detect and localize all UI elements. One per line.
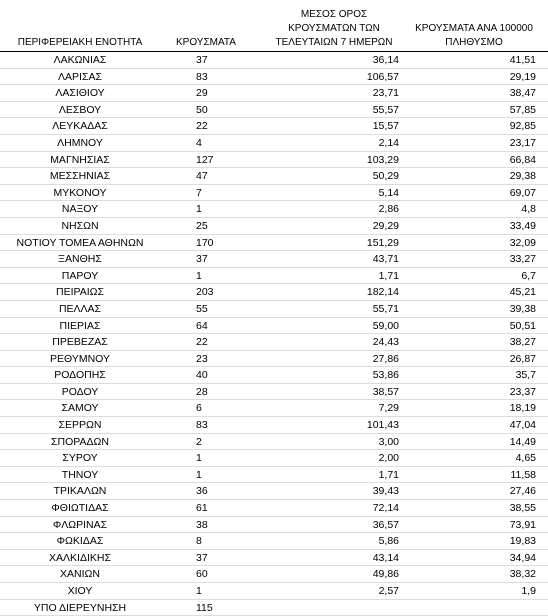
cell-cases: 83 [196, 70, 208, 83]
table-row [0, 201, 548, 218]
cell-cases: 203 [196, 286, 214, 299]
cell-per-100k: 6,7 [521, 269, 536, 282]
cell-region: ΤΗΝΟΥ [61, 468, 99, 481]
cell-cases: 38 [196, 518, 208, 531]
cell-7day-average: 23,71 [372, 87, 399, 100]
cell-cases: 28 [196, 385, 208, 398]
table-row [0, 318, 548, 335]
table-row [0, 417, 548, 434]
cell-region: ΡΕΘΥΜΝΟΥ [49, 352, 110, 365]
cell-region: ΥΠΟ ΔΙΕΡΕΥΝΗΣΗ [33, 601, 127, 614]
cell-region: ΡΟΔΟΠΗΣ [54, 369, 106, 382]
cell-7day-average: 72,14 [372, 502, 399, 515]
cell-7day-average: 151,29 [366, 236, 399, 249]
cell-per-100k: 29,38 [509, 170, 536, 183]
table-row [0, 152, 548, 169]
table-row [0, 583, 548, 600]
table-row [0, 550, 548, 567]
table-row [0, 69, 548, 86]
cell-cases: 115 [196, 601, 213, 614]
cell-per-100k: 38,55 [509, 502, 536, 515]
cell-cases: 83 [196, 419, 208, 432]
cell-7day-average: 2,14 [378, 136, 399, 149]
cell-region: ΣΕΡΡΩΝ [58, 419, 102, 432]
cell-per-100k: 38,32 [509, 568, 536, 581]
cell-per-100k: 33,49 [509, 219, 536, 232]
cell-per-100k: 19,83 [509, 535, 536, 548]
table-body [0, 52, 548, 616]
cell-cases: 8 [196, 535, 202, 548]
cell-7day-average: 39,43 [372, 485, 399, 498]
table-row [0, 218, 548, 235]
cell-per-100k: 73,91 [509, 518, 536, 531]
cell-region: ΠΕΛΛΑΣ [58, 302, 102, 315]
cell-cases: 47 [196, 170, 208, 183]
table-row [0, 351, 548, 368]
cell-7day-average: 1,71 [378, 468, 399, 481]
cell-7day-average: 27,86 [372, 352, 399, 365]
cell-region: ΛΕΣΒΟΥ [58, 103, 102, 116]
table-row [0, 52, 548, 69]
cell-cases: 22 [196, 120, 208, 133]
cell-per-100k: 14,49 [509, 435, 536, 448]
cell-region: ΛΑΣΙΘΙΟΥ [55, 87, 105, 100]
cell-cases: 1 [196, 203, 202, 216]
cell-region: ΠΡΕΒΕΖΑΣ [52, 336, 108, 349]
cell-region: ΜΥΚΟΝΟΥ [53, 186, 107, 199]
table-row [0, 118, 548, 135]
cell-cases: 127 [196, 153, 214, 166]
table-row [0, 235, 548, 252]
cell-7day-average: 36,57 [372, 518, 399, 531]
cell-region: ΣΠΟΡΑΔΩΝ [51, 435, 109, 448]
cell-region: ΧΑΝΙΩΝ [60, 568, 100, 581]
table-row [0, 367, 548, 384]
cell-7day-average: 5,14 [378, 186, 399, 199]
cell-cases: 7 [196, 186, 202, 199]
cell-per-100k: 39,38 [509, 302, 536, 315]
cell-7day-average: 1,71 [378, 269, 399, 282]
cell-cases: 37 [196, 54, 208, 66]
table-row [0, 301, 548, 318]
table-row [0, 533, 548, 550]
cell-cases: 64 [196, 319, 208, 332]
cell-per-100k: 26,87 [509, 352, 536, 365]
cell-region: ΛΕΥΚΑΔΑΣ [52, 120, 108, 133]
cell-per-100k: 57,85 [509, 103, 536, 116]
table-row [0, 467, 548, 484]
cell-7day-average: 55,57 [372, 103, 399, 116]
cell-per-100k: 45,21 [509, 286, 536, 299]
cell-cases: 55 [196, 302, 208, 315]
cell-7day-average: 7,29 [378, 402, 399, 415]
cell-7day-average: 2,86 [378, 203, 399, 216]
cell-cases: 60 [196, 568, 208, 581]
cell-region: ΛΑΚΩΝΙΑΣ [53, 54, 107, 66]
cell-per-100k: 47,04 [509, 419, 536, 432]
cell-per-100k: 66,84 [509, 153, 536, 166]
cell-7day-average: 55,71 [372, 302, 399, 315]
header-region: ΠΕΡΙΦΕΡΕΙΑΚΗ ΕΝΟΤΗΤΑ [17, 37, 143, 48]
cell-per-100k: 23,17 [509, 136, 536, 149]
header-7day-average [264, 8, 404, 50]
cell-per-100k: 23,37 [509, 385, 536, 398]
cell-per-100k: 38,47 [509, 87, 536, 100]
cell-region: ΦΛΩΡΙΝΑΣ [52, 518, 108, 531]
cell-cases: 37 [196, 253, 208, 266]
cell-cases: 1 [196, 468, 202, 481]
header-cases: ΚΡΟΥΣΜΑΤΑ [176, 37, 236, 48]
cell-region: ΤΡΙΚΑΛΩΝ [53, 485, 107, 498]
cell-per-100k: 35,7 [515, 369, 536, 382]
cell-region: ΝΟΤΙΟΥ ΤΟΜΕΑ ΑΘΗΝΩΝ [16, 236, 144, 249]
cell-cases: 61 [196, 502, 208, 515]
cell-cases: 50 [196, 103, 208, 116]
table-row [0, 268, 548, 285]
cell-region: ΣΑΜΟΥ [61, 402, 99, 415]
cell-region: ΜΑΓΝΗΣΙΑΣ [50, 153, 110, 166]
cell-per-100k: 27,46 [509, 485, 536, 498]
cell-7day-average: 5,86 [378, 535, 399, 548]
cell-7day-average: 29,29 [372, 219, 399, 232]
cell-7day-average: 2,57 [378, 585, 399, 597]
cell-region: ΞΑΝΘΗΣ [58, 253, 102, 266]
cell-per-100k: 29,19 [509, 70, 536, 83]
cell-cases: 1 [196, 585, 202, 597]
table-row [0, 135, 548, 152]
cell-region: ΠΑΡΟΥ [61, 269, 99, 282]
table-row [0, 400, 548, 417]
table-row [0, 434, 548, 451]
table-row [0, 600, 548, 616]
header-7day-average-line: ΜΕΣΟΣ ΟΡΟΣ [300, 9, 368, 20]
cell-7day-average: 15,57 [372, 120, 399, 133]
cell-per-100k: 41,51 [509, 54, 536, 66]
cell-cases: 1 [196, 269, 202, 282]
cell-per-100k: 4,65 [515, 452, 536, 465]
header-per-100k-line: ΠΛΗΘΥΣΜΟ [445, 37, 503, 48]
cell-per-100k: 34,94 [509, 551, 536, 564]
cell-7day-average: 3,00 [378, 435, 399, 448]
cell-7day-average: 2,00 [378, 452, 399, 465]
header-per-100k [404, 22, 544, 50]
table-row [0, 500, 548, 517]
cell-per-100k: 50,51 [509, 319, 536, 332]
table-row [0, 185, 548, 202]
cell-per-100k: 32,09 [509, 236, 536, 249]
cell-7day-average: 59,00 [372, 319, 399, 332]
cell-per-100k: 18,19 [509, 402, 536, 415]
cell-7day-average: 106,57 [366, 70, 399, 83]
table-row [0, 284, 548, 301]
cell-region: ΛΑΡΙΣΑΣ [58, 70, 102, 83]
cell-7day-average: 53,86 [372, 369, 399, 382]
cell-per-100k: 33,27 [509, 253, 536, 266]
cell-cases: 40 [196, 369, 208, 382]
cell-cases: 6 [196, 402, 202, 415]
table-row [0, 483, 548, 500]
table-row [0, 168, 548, 185]
cell-region: ΧΑΛΚΙΔΙΚΗΣ [49, 551, 111, 564]
table-row [0, 384, 548, 401]
cell-cases: 25 [196, 219, 208, 232]
table-row [0, 102, 548, 119]
table-row [0, 251, 548, 268]
cell-7day-average: 43,14 [372, 551, 399, 564]
cell-7day-average: 182,14 [366, 286, 399, 299]
cell-per-100k: 38,27 [509, 336, 536, 349]
cell-region: ΛΗΜΝΟΥ [57, 136, 103, 149]
table-row [0, 566, 548, 583]
cell-region: ΡΟΔΟΥ [61, 385, 99, 398]
cell-cases: 2 [196, 435, 202, 448]
cell-per-100k: 4,8 [521, 203, 536, 216]
cell-cases: 4 [196, 136, 202, 149]
cell-region: ΝΑΞΟΥ [61, 203, 99, 216]
cell-7day-average: 103,29 [366, 153, 399, 166]
cell-region: ΧΙΟΥ [67, 585, 93, 597]
cell-region: ΝΗΣΩΝ [61, 219, 99, 232]
cell-cases: 1 [196, 452, 202, 465]
header-per-100k-line: ΚΡΟΥΣΜΑΤΑ ΑΝΑ 100000 [415, 23, 533, 34]
cell-7day-average: 49,86 [372, 568, 399, 581]
cell-cases: 170 [196, 236, 214, 249]
cell-region: ΠΙΕΡΙΑΣ [59, 319, 101, 332]
cell-per-100k: 69,07 [509, 186, 536, 199]
table-row [0, 517, 548, 534]
cell-cases: 37 [196, 551, 208, 564]
cell-cases: 29 [196, 87, 208, 100]
cell-region: ΣΥΡΟΥ [62, 452, 98, 465]
table-row [0, 85, 548, 102]
header-7day-average-line: ΚΡΟΥΣΜΑΤΩΝ ΤΩΝ [288, 23, 380, 34]
cell-region: ΠΕΙΡΑΙΩΣ [56, 286, 104, 299]
table-row [0, 450, 548, 467]
cell-cases: 23 [196, 352, 208, 365]
cell-7day-average: 101,43 [366, 419, 399, 432]
cell-7day-average: 43,71 [372, 253, 399, 266]
cell-7day-average: 24,43 [372, 336, 399, 349]
cell-per-100k: 1,9 [521, 585, 536, 597]
cell-7day-average: 38,57 [372, 385, 399, 398]
cell-per-100k: 92,85 [509, 120, 536, 133]
cell-region: ΜΕΣΣΗΝΙΑΣ [49, 170, 111, 183]
cell-per-100k: 11,58 [510, 468, 536, 481]
cell-cases: 22 [196, 336, 208, 349]
header-7day-average-line: ΤΕΛΕΥΤΑΙΩΝ 7 ΗΜΕΡΩΝ [275, 37, 393, 48]
cell-region: ΦΘΙΩΤΙΔΑΣ [51, 502, 109, 515]
cell-cases: 36 [196, 485, 208, 498]
cell-7day-average: 36,14 [372, 54, 399, 66]
cell-region: ΦΩΚΙΔΑΣ [56, 535, 104, 548]
cell-7day-average: 50,29 [372, 170, 399, 183]
table-row [0, 334, 548, 351]
